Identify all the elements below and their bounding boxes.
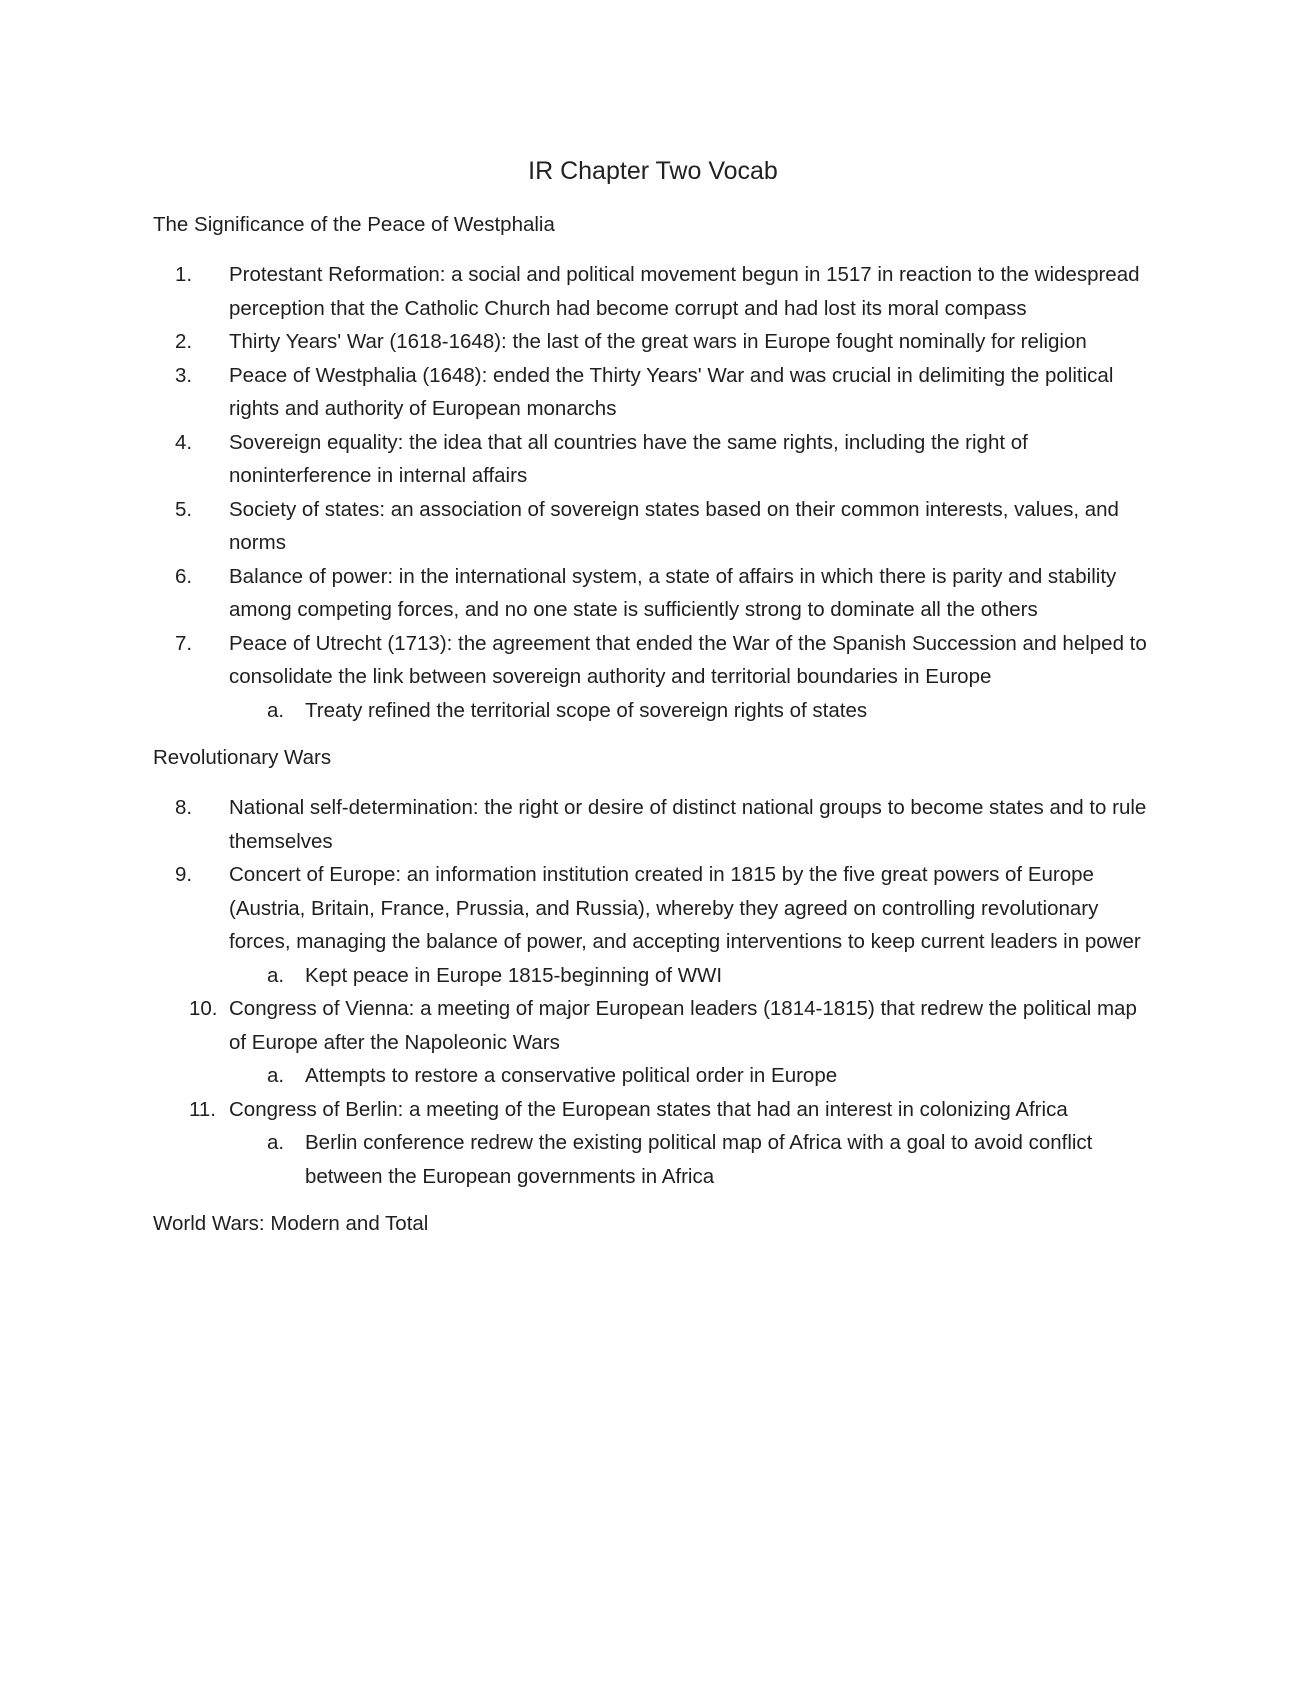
sub-item-text: Kept peace in Europe 1815-beginning of WWI — [305, 963, 723, 987]
sub-list — [229, 1059, 1153, 1093]
list-number: 11. — [189, 1097, 216, 1121]
sub-list — [229, 694, 1153, 728]
vocab-definition: Sovereign equality: the idea that all countries have the same rights, including the right of noninterference in internal affairs — [229, 430, 1028, 487]
document-section — [153, 1207, 1153, 1241]
vocab-item — [153, 1093, 1153, 1194]
vocab-definition: Congress of Vienna: a meeting of major European leaders (1814-1815) that redrew the political map of Europe after the Napoleonic Wars — [229, 997, 1137, 1054]
vocab-definition: Balance of power: in the international system, a state of affairs in which there is parity and stability among competing forces, and no one state is sufficiently strong to dominate all the others — [229, 564, 1117, 621]
vocab-definition: Thirty Years' War (1618-1648): the last of the great wars in Europe fought nominally for religion — [229, 330, 1087, 353]
vocab-item — [153, 858, 1153, 992]
list-number: 7. — [175, 631, 193, 655]
sub-letter: a. — [267, 1131, 285, 1154]
list-number: 9. — [175, 863, 193, 886]
list-number: 3. — [175, 363, 193, 387]
document-body — [153, 208, 1153, 1257]
list-number: 4. — [175, 430, 193, 454]
vocab-item — [153, 560, 1153, 627]
vocab-definition: Congress of Berlin: a meeting of the European states that had an interest in colonizing Africa — [229, 1097, 1068, 1121]
vocab-item — [153, 791, 1153, 858]
vocab-list — [153, 258, 1153, 727]
section-heading: Revolutionary Wars — [153, 746, 332, 769]
vocab-item — [153, 992, 1153, 1093]
sub-item — [229, 959, 1153, 993]
document-section — [153, 208, 1153, 727]
sub-letter: a. — [267, 698, 285, 722]
vocab-list — [153, 791, 1153, 1193]
sub-list — [229, 959, 1153, 993]
list-number: 8. — [175, 796, 193, 819]
vocab-item — [153, 627, 1153, 728]
vocab-definition: Peace of Utrecht (1713): the agreement that ended the War of the Spanish Succession and helped to consolidate the link between sovereign authority and territorial boundaries in Europe — [229, 631, 1147, 688]
vocab-item — [153, 258, 1153, 325]
sub-item — [229, 694, 1153, 728]
sub-letter: a. — [267, 1064, 285, 1087]
sub-letter: a. — [267, 963, 285, 987]
list-number: 10. — [189, 997, 218, 1020]
vocab-definition: Protestant Reformation: a social and political movement begun in 1517 in reaction to the widespread perception that the Catholic Church had become corrupt and had lost its moral compass — [229, 263, 1140, 320]
sub-item-text: Treaty refined the territorial scope of sovereign rights of states — [305, 698, 868, 722]
vocab-definition: Concert of Europe: an information institution created in 1815 by the five great powers of Europe (Austria, Britain, France, Prussia, and Russia), whereby they agreed on controlling revolutionary forces, managing the balance of power, and accepting interventions to keep current leaders in power — [229, 863, 1141, 953]
sub-item — [229, 1126, 1153, 1193]
list-number: 2. — [175, 330, 193, 353]
vocab-item — [153, 325, 1153, 359]
sub-item — [229, 1059, 1153, 1093]
vocab-item — [153, 493, 1153, 560]
list-number: 6. — [175, 564, 193, 588]
sub-item-text: Attempts to restore a conservative political order in Europe — [305, 1064, 838, 1087]
vocab-definition: National self-determination: the right or desire of distinct national groups to become states and to rule themselves — [229, 796, 1147, 853]
sub-item-text: Berlin conference redrew the existing political map of Africa with a goal to avoid conflict between the European governments in Africa — [305, 1131, 1093, 1188]
document-section — [153, 741, 1153, 1193]
list-number: 5. — [175, 497, 193, 521]
sub-list — [229, 1126, 1153, 1193]
section-heading: The Significance of the Peace of Westphalia — [153, 213, 555, 236]
vocab-definition: Peace of Westphalia (1648): ended the Thirty Years' War and was crucial in delimiting the political rights and authority of European monarchs — [229, 363, 1114, 420]
vocab-item — [153, 426, 1153, 493]
page-title: IR Chapter Two Vocab — [528, 157, 778, 185]
section-heading: World Wars: Modern and Total — [153, 1212, 429, 1235]
list-number: 1. — [175, 263, 193, 286]
vocab-definition: Society of states: an association of sovereign states based on their common interests, values, and norms — [229, 497, 1119, 554]
vocab-item — [153, 359, 1153, 426]
